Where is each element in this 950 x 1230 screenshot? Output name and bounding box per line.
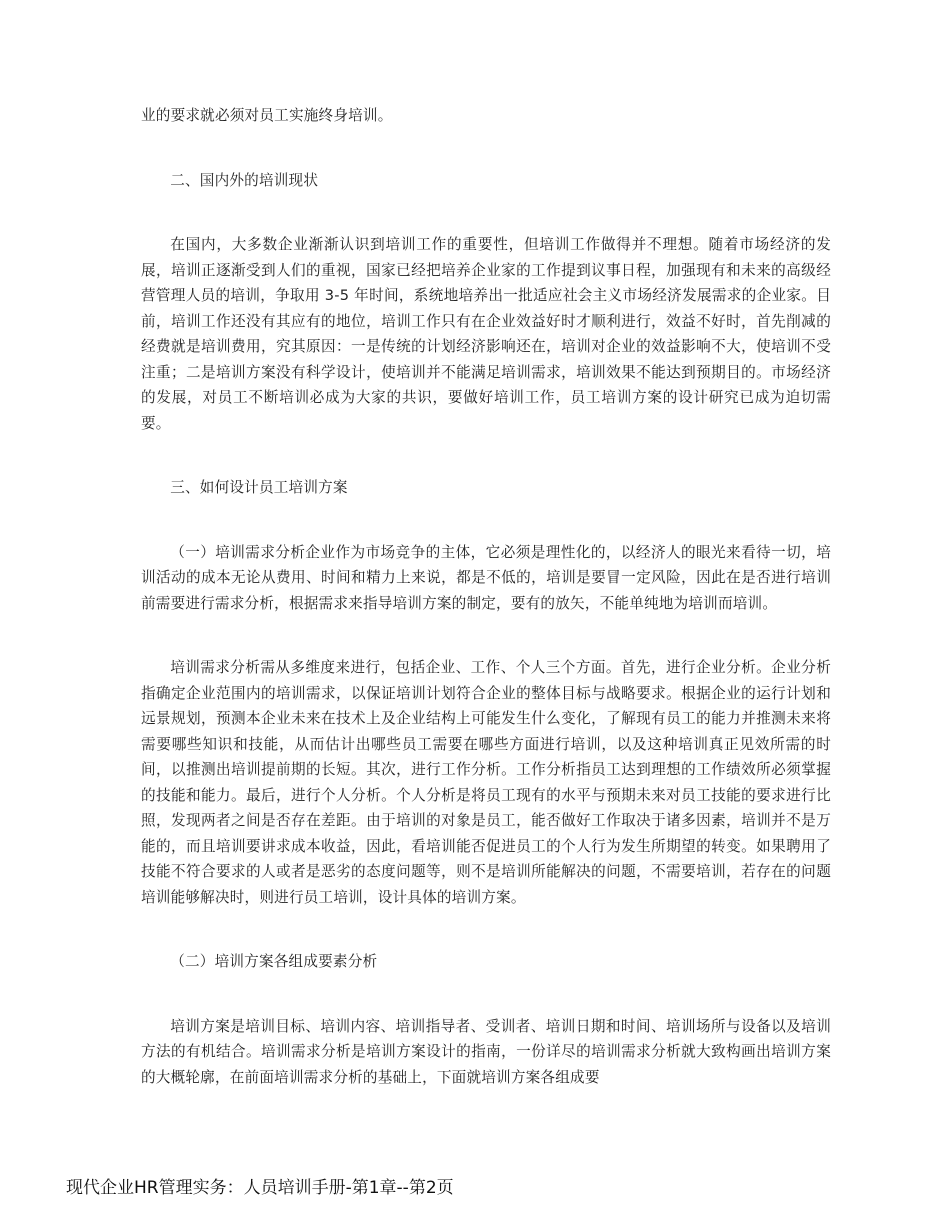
intro-tail-paragraph: 业的要求就必须对员工实施终身培训。 bbox=[141, 107, 393, 124]
spacer bbox=[141, 910, 831, 949]
document-body bbox=[141, 103, 831, 1090]
section3-heading: 三、如何设计员工培训方案 bbox=[170, 479, 348, 496]
needs-analysis-paragraph: 培训需求分析需从多维度来进行，包括企业、工作、个人三个方面。首先，进行企业分析。企业分析指确定企业范围内的培训需求，以保证培训计划符合企业的整体目标与战略要求。根据企业的运行计划和远景规划，预测本企业未来在技术上及企业结构上可能发生什么变化，了解现有员工的能力并推测未来将需要哪些知识和技能，从而估计出哪些员工需要在哪些方面进行培训，以及这种培训真正见效所需的时间，以推测出培训提前期的长短。其次，进行工作分析。工作分析指员工达到理想的工作绩效所必须掌握的技能和能力。最后，进行个人分析。个人分析是将员工现有的水平与预期未来对员工技能的要求进行比照，发现两者之间是否存在差距。由于培训的对象是员工，能否做好工作取决于诸多因素，培训并不是万能的，而且培训要讲求成本收益，因此，看培训能否促进员工的个人行为发生所期望的转变。如果聘用了技能不符合要求的人或者是恶劣的态度问题等，则不是培训所能解决的问题，不需要培训，若存在的问题培训能够解决时，则进行员工培训，设计具体的培训方案。 bbox=[141, 659, 831, 906]
spacer bbox=[141, 616, 831, 655]
spacer bbox=[141, 975, 831, 1014]
sub2-heading: （二）培训方案各组成要素分析 bbox=[170, 953, 378, 970]
page-footer: 现代企业HR管理实务：人员培训手册-第1章--第2页 bbox=[66, 1178, 454, 1198]
spacer bbox=[141, 436, 831, 475]
spacer bbox=[141, 193, 831, 232]
spacer bbox=[141, 501, 831, 540]
spacer bbox=[141, 129, 831, 168]
sub1-paragraph: （一）培训需求分析企业作为市场竞争的主体，它必须是理性化的，以经济人的眼光来看待一切，培训活动的成本无论从费用、时间和精力上来说，都是不低的，培训是要冒一定风险，因此在是否进行培训前需要进行需求分析，根据需求来指导培训方案的制定，要有的放矢，不能单纯地为培训而培训。 bbox=[141, 543, 831, 612]
section2-paragraph: 在国内，大多数企业渐渐认识到培训工作的重要性，但培训工作做得并不理想。随着市场经济的发展，培训正逐渐受到人们的重视，国家已经把培养企业家的工作提到议事日程，加强现有和未来的高级经营管理人员的培训，争取用 3-5 年时间，系统地培养出一批适应社会主义市场经济发展需求的企业家。目前，培训工作还没有其应有的地位，培训工作只有在企业效益好时才顺利进行，效益不好时，首先削减的经费就是培训费用，究其原因：一是传统的计划经济影响还在，培训对企业的效益影响不大，使培训不受注重；二是培训方案没有科学设计，使培训并不能满足培训需求，培训效果不能达到预期目的。市场经济的发展，对员工不断培训必成为大家的共识，要做好培训工作，员工培训方案的设计研究已成为迫切需要。 bbox=[141, 236, 831, 432]
section2-heading: 二、国内外的培训现状 bbox=[170, 171, 319, 189]
elements-paragraph: 培训方案是培训目标、培训内容、培训指导者、受训者、培训日期和时间、培训场所与设备以及培训方法的有机结合。培训需求分析是培训方案设计的指南，一份详尽的培训需求分析就大致构画出培训方案的大概轮廓，在前面培训需求分析的基础上，下面就培训方案各组成要 bbox=[141, 1017, 831, 1086]
